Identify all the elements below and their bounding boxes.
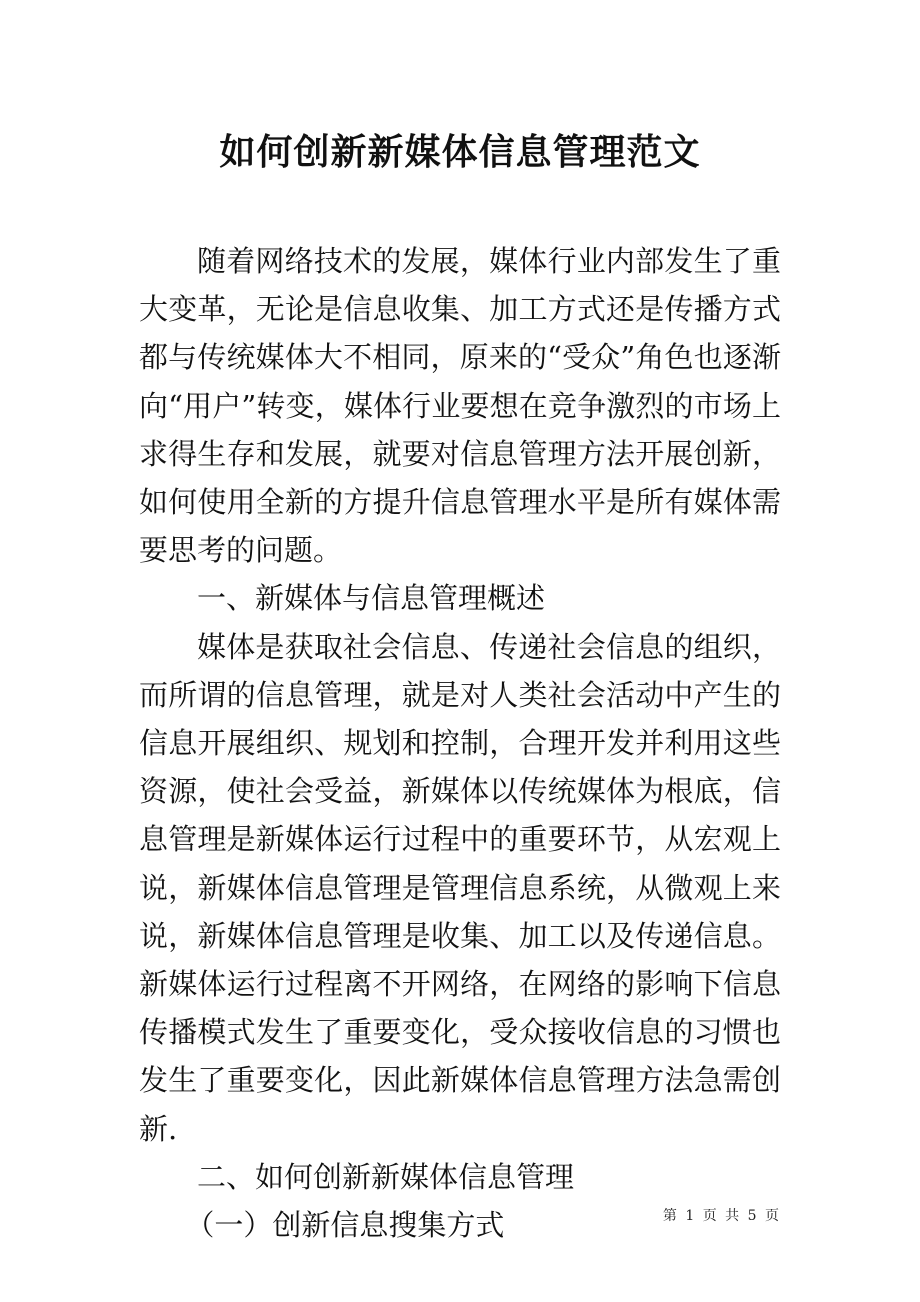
section-heading-2: 二、如何创新新媒体信息管理 xyxy=(197,1159,575,1194)
paragraph-intro: 随着网络技术的发展，媒体行业内部发生了重大变革，无论是信息收集、加工方式还是传播方式都与传统媒体大不相同，原来的“受众”角色也逐渐向“用户”转变，媒体行业要想在竞争激烈的市场上求得生存和发展，就要对信息管理方法开展创新，如何使用全新的方提升信息管理水平是所有媒体需要思考的问题。 xyxy=(139,244,781,568)
section-heading-1: 一、新媒体与信息管理概述 xyxy=(197,581,546,616)
page-number-footer: 第 1 页 共 5 页 xyxy=(662,1208,781,1224)
paragraph-overview: 媒体是获取社会信息、传递社会信息的组织，而所谓的信息管理，就是对人类社会活动中产生的信息开展组织、规划和控制，合理开发并利用这些资源，使社会受益，新媒体以传统媒体为根底，信息管理是新媒体运行过程中的重要环节，从宏观上说，新媒体信息管理是管理信息系统，从微观上来说，新媒体信息管理是收集、加工以及传递信息。新媒体运行过程离不开网络，在网络的影响下信息传播模式发生了重要变化，受众接收信息的习惯也发生了重要变化，因此新媒体信息管理方法急需创新. xyxy=(139,629,781,1146)
document-body xyxy=(139,237,781,1249)
document-title: 如何创新新媒体信息管理范文 xyxy=(219,131,701,173)
subsection-heading-1: （一）创新信息搜集方式 xyxy=(185,1208,505,1243)
